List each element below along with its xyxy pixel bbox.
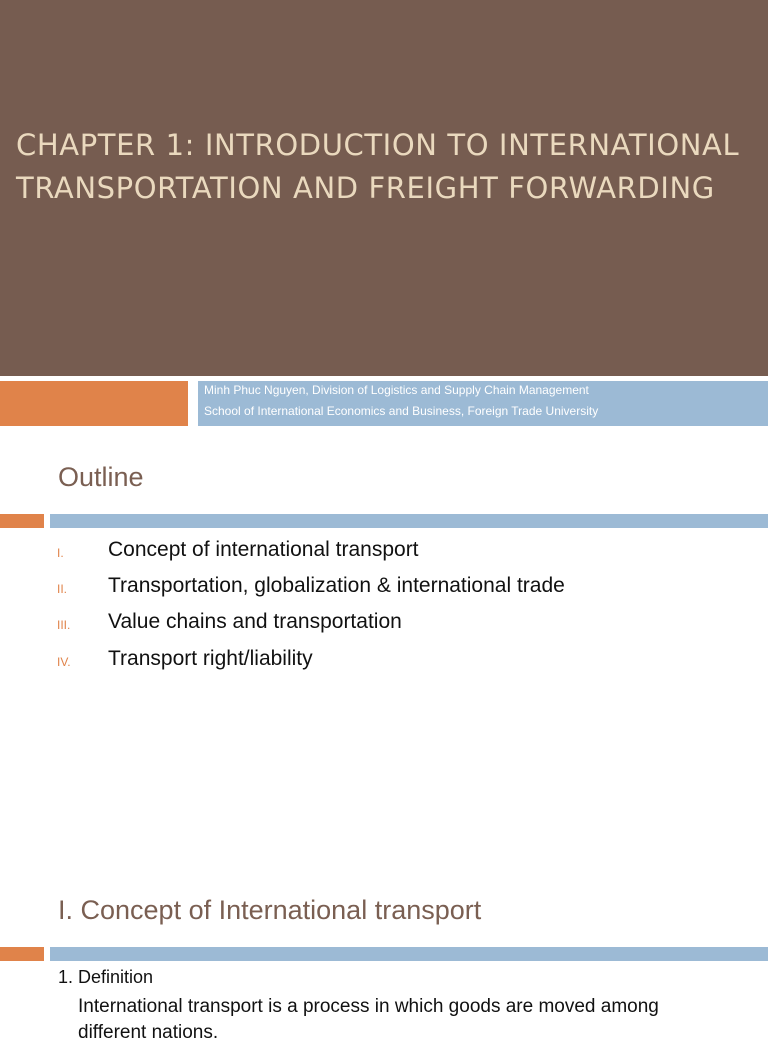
outline-numeral: IV.: [57, 655, 71, 669]
slide-title-line-2: TRANSPORTATION AND FREIGHT FORWARDING: [16, 171, 715, 205]
title-slide: [0, 0, 768, 430]
outline-item-text: Transportation, globalization & international trade: [108, 574, 565, 597]
outline-numeral: I.: [57, 546, 64, 560]
slide-title-line-1: CHAPTER 1: INTRODUCTION TO INTERNATIONAL: [16, 128, 740, 162]
outline-item-text: Concept of international transport: [108, 538, 419, 561]
outline-item: [0, 645, 768, 681]
outline-title: Outline: [58, 462, 144, 492]
outline-item: [0, 572, 768, 608]
concept-title: I. Concept of International transport: [58, 895, 482, 925]
outline-numeral: III.: [57, 618, 71, 632]
concept-divider-orange: [0, 947, 44, 961]
definition-heading: 1. Definition: [58, 967, 154, 987]
outline-item: [0, 608, 768, 644]
definition-body: International transport is a process in which goods are moved among different nations.: [78, 996, 659, 1043]
outline-divider-orange: [0, 514, 44, 528]
author-line-2: School of International Economics and Business, Foreign Trade University: [204, 404, 599, 418]
concept-divider-blue: [50, 947, 768, 961]
outline-numeral: II.: [57, 582, 68, 596]
outline-divider-blue: [50, 514, 768, 528]
author-line-1: Minh Phuc Nguyen, Division of Logistics and Supply Chain Management: [204, 383, 589, 397]
slide-title: [16, 124, 756, 210]
outline-item-text: Transport right/liability: [108, 647, 313, 670]
outline-item: [0, 536, 768, 572]
accent-strip-orange: [0, 381, 188, 426]
outline-item-text: Value chains and transportation: [108, 610, 402, 633]
